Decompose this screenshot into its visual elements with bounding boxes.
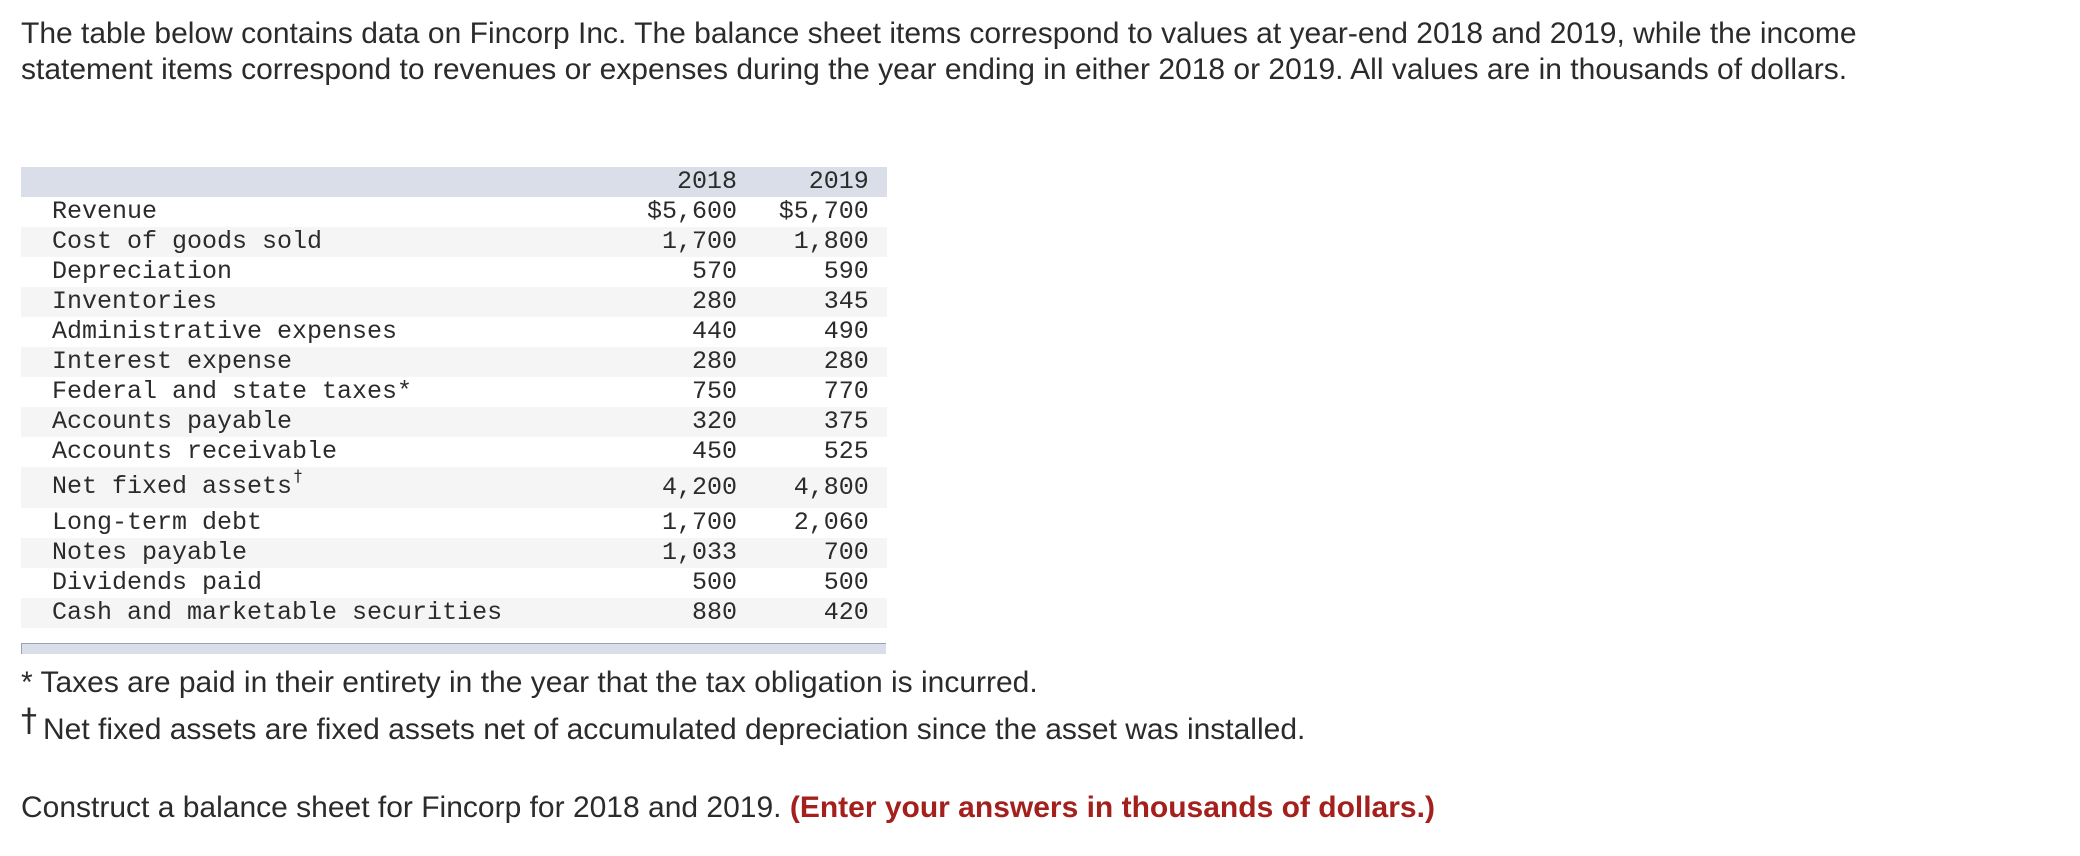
table-row [21,437,887,467]
footnote-taxes: * Taxes are paid in their entirety in the year that the tax obligation is incurred. [21,666,1038,699]
table-row [21,197,887,227]
table-row [21,317,887,347]
row-label-text: Accounts payable [52,407,293,436]
value-2019: 4,800 [793,472,869,502]
row-label-text: Net fixed assets [52,472,293,501]
row-label-text: Revenue [52,197,158,226]
row-label-text: Interest expense [52,347,293,376]
row-label [21,377,571,407]
row-label [21,437,571,467]
row-label [21,347,571,377]
value-2018: 280 [692,287,738,316]
table-row [21,257,887,287]
instruction-text: Construct a balance sheet for Fincorp for 2018 and 2019. [21,791,782,824]
table-row [21,508,887,538]
table-row [21,568,887,598]
value-2018: 280 [692,347,738,376]
row-label [21,287,571,317]
table-row [21,407,887,437]
dagger-superscript: † [294,466,303,485]
row-label-text: Notes payable [52,538,248,567]
value-2018: 880 [692,598,738,627]
footnote-assets-text: Net fixed assets are fixed assets net of accumulated depreciation since the asset was installed. [43,713,1306,746]
value-2018: 500 [692,568,738,597]
row-label [21,197,571,227]
value-2019: 700 [823,538,869,567]
row-label [21,407,571,437]
row-label-text: Cash and marketable securities [52,598,503,627]
table-row [21,347,887,377]
fincorp-data-table [21,167,887,628]
footnote-net-fixed-assets [21,701,1306,748]
row-label-text: Administrative expenses [52,317,398,346]
table-body [21,197,887,628]
value-2018: $5,600 [647,197,738,226]
value-2018: 1,700 [662,227,738,256]
row-label-text: Depreciation [52,257,233,286]
row-label-text: Long-term debt [52,508,263,537]
table-row [21,538,887,568]
row-label [21,257,571,287]
value-2018: 570 [692,257,738,286]
intro-paragraph: The table below contains data on Fincorp Inc. The balance sheet items correspond to values at year-end 2018 and 2019, while the income statement items correspond to revenues or expenses during the year ending in either 2018 or 2019. All values are in thousands of dollars. [21,17,1857,86]
header-2018: 2018 [677,167,738,196]
table-row [21,287,887,317]
value-2018: 450 [692,437,738,466]
value-2018: 440 [692,317,738,346]
value-2018: 4,200 [662,472,738,502]
value-2019: 1,800 [793,227,869,256]
row-label-text: Cost of goods sold [52,227,323,256]
value-2018: 1,033 [662,538,738,567]
value-2019: 490 [823,317,869,346]
value-2018: 750 [692,377,738,406]
value-2019: 525 [823,437,869,466]
dagger-symbol: † [21,701,37,739]
row-label [21,538,571,568]
row-label [21,317,571,347]
row-label-text: Inventories [52,287,218,316]
table-row [21,227,887,257]
instruction-emphasis: (Enter your answers in thousands of dollars.) [789,791,1435,824]
value-2019: 375 [823,407,869,436]
value-2018: 1,700 [662,508,738,537]
value-2018: 320 [692,407,738,436]
table-row [21,467,887,508]
table-row [21,598,887,628]
value-2019: 345 [823,287,869,316]
row-label [21,508,571,538]
row-label [21,467,571,508]
value-2019: 420 [823,598,869,627]
table-footer-bar [21,643,886,654]
value-2019: $5,700 [778,197,869,226]
row-label-text: Dividends paid [52,568,263,597]
value-2019: 280 [823,347,869,376]
row-label [21,568,571,598]
row-label-text: Accounts receivable [52,437,338,466]
table-row [21,377,887,407]
header-label-cell [21,167,571,197]
header-2019: 2019 [808,167,869,196]
value-2019: 2,060 [793,508,869,537]
row-label-text: Federal and state taxes* [52,377,413,406]
row-label [21,227,571,257]
value-2019: 770 [823,377,869,406]
row-label [21,598,571,628]
value-2019: 500 [823,568,869,597]
instruction-paragraph [21,790,1435,826]
value-2019: 590 [823,257,869,286]
table-header-row [21,167,887,197]
